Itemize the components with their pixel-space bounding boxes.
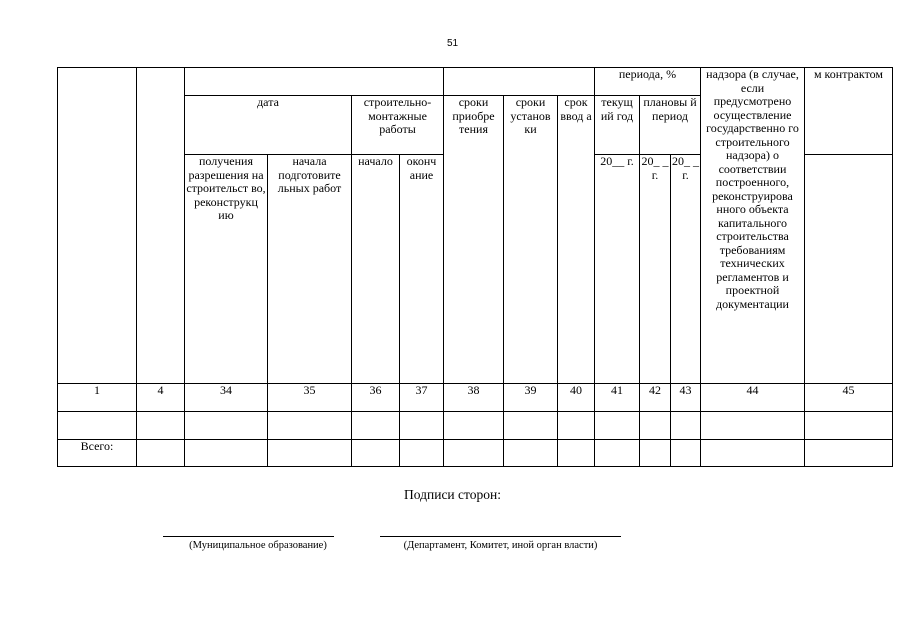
right-signature-line [380,536,621,537]
current-year-header: текущ ий год [595,96,640,155]
left-signature-line [163,536,334,537]
column-number: 36 [352,384,400,412]
year-3-header: 20_ _ г. [671,155,701,384]
works-start-header: начало [352,155,400,384]
column-number: 44 [701,384,805,412]
column-number: 4 [137,384,185,412]
column-number: 42 [640,384,671,412]
column-number: 1 [58,384,137,412]
left-signature-caption: (Муниципальное образование) [189,540,327,551]
group-header-cell [185,68,444,96]
right-signature-caption: (Департамент, Комитет, иной орган власти) [403,540,598,551]
column-number: 34 [185,384,268,412]
contract-subheader-cell [805,155,893,384]
col-1-header-cell [58,68,137,384]
report-table [57,67,893,467]
page-number: 51 [446,38,459,49]
column-number: 35 [268,384,352,412]
col-4-header-cell [137,68,185,384]
total-row [58,440,893,467]
column-number: 39 [504,384,558,412]
contract-header: м контрактом [805,68,893,155]
empty-data-row [58,412,893,440]
total-label: Всего: [58,440,137,467]
column-number: 38 [444,384,504,412]
terms-group-header-cell [444,68,595,96]
column-number: 43 [671,384,701,412]
period-pct-header: периода, % [595,68,701,96]
construction-works-header: строительно- монтажные работы [352,96,444,155]
date-header: дата [185,96,352,155]
permit-date-header: получения разрешения на строительст во, реконструкц ию [185,155,268,384]
year-2-header: 20_ _ г. [640,155,671,384]
installation-terms-header: сроки установ ки [504,96,558,384]
prep-start-date-header: начала подготовите льных работ [268,155,352,384]
acquisition-terms-header: сроки приобре тения [444,96,504,384]
year-1-header: 20__ г. [595,155,640,384]
column-number: 37 [400,384,444,412]
column-number-row [58,384,893,412]
planned-period-header: плановы й период [640,96,701,155]
works-end-header: оконч ание [400,155,444,384]
signatures-title: Подписи сторон: [404,487,501,502]
column-number: 40 [558,384,595,412]
supervision-header: надзора (в случае, если предусмотрено осуществление государственно го строительного надзора) о соответствии построенного, реконструирова нного объекта капитального строительства требованиям технических регламентов и проектной документации [701,68,805,384]
commissioning-term-header: срок ввод а [558,96,595,384]
column-number: 41 [595,384,640,412]
column-number: 45 [805,384,893,412]
